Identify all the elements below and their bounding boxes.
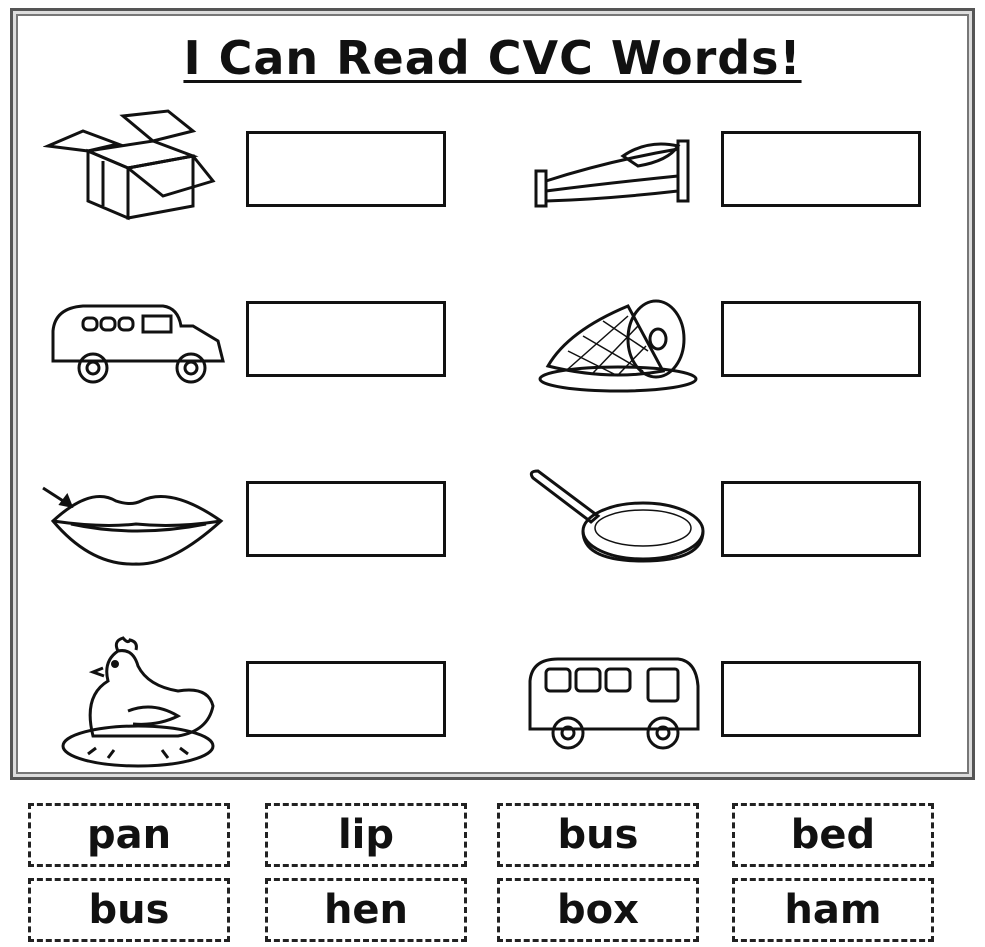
worksheet-frame (10, 8, 975, 780)
bed-picture (528, 121, 708, 216)
bus-picture (518, 651, 708, 756)
answer-box-8[interactable] (721, 661, 921, 737)
word-card-bus[interactable]: bus (497, 803, 699, 867)
word-card-ham[interactable]: ham (732, 878, 934, 942)
word-card-lip[interactable]: lip (265, 803, 467, 867)
word-card-box[interactable]: box (497, 878, 699, 942)
answer-box-6[interactable] (721, 481, 921, 557)
word-card-bed[interactable]: bed (732, 803, 934, 867)
word-card-hen[interactable]: hen (265, 878, 467, 942)
box-picture (43, 106, 218, 226)
answer-box-5[interactable] (246, 481, 446, 557)
ham-picture (528, 291, 708, 396)
answer-box-2[interactable] (721, 131, 921, 207)
word-card-bus-2[interactable]: bus (28, 878, 230, 942)
answer-box-7[interactable] (246, 661, 446, 737)
worksheet-title: I Can Read CVC Words! (183, 31, 802, 85)
hen-picture (58, 636, 223, 771)
answer-box-3[interactable] (246, 301, 446, 377)
word-card-pan[interactable]: pan (28, 803, 230, 867)
lips-picture (41, 476, 231, 571)
car-picture (43, 296, 233, 391)
answer-box-4[interactable] (721, 301, 921, 377)
pan-picture (523, 466, 708, 571)
answer-box-1[interactable] (246, 131, 446, 207)
